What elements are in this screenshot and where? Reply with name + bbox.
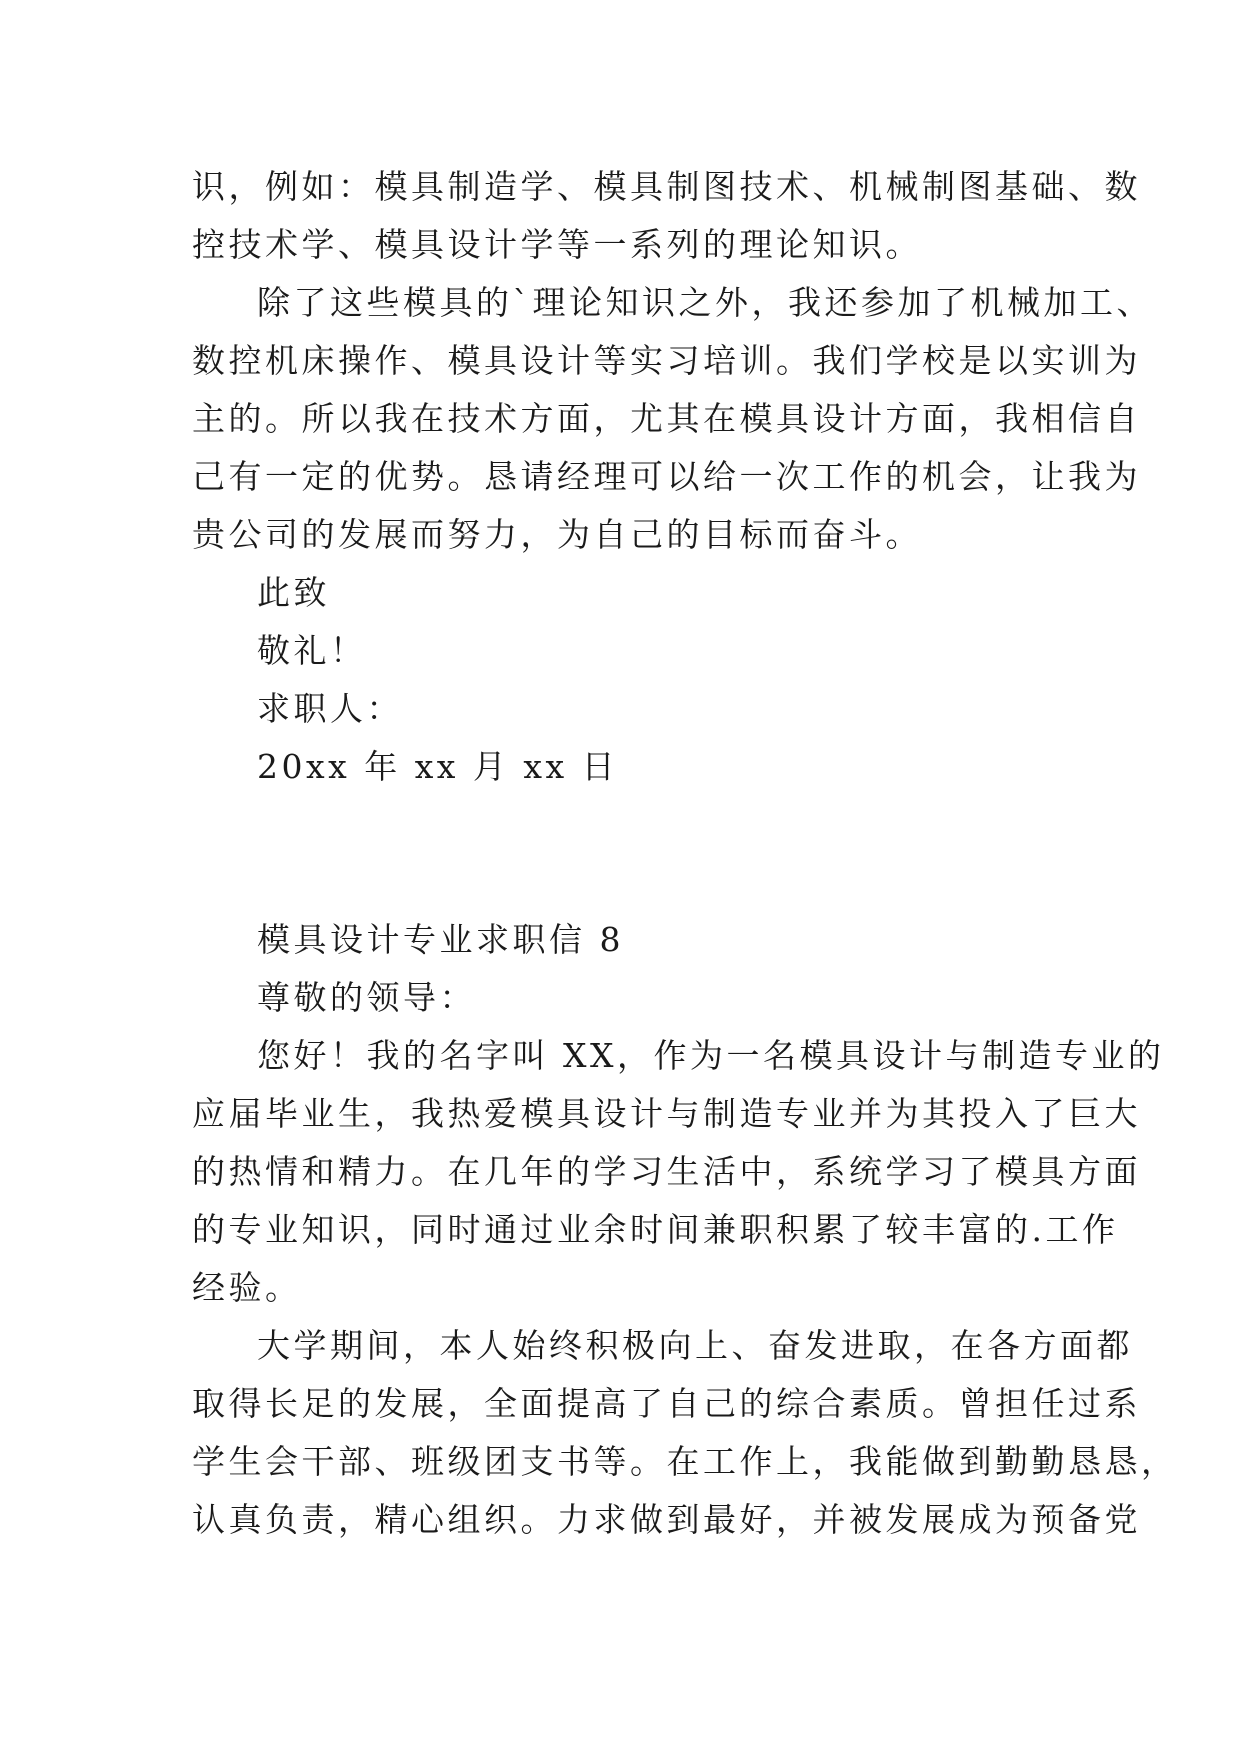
paragraph-line: 的专业知识，同时通过业余时间兼职积累了较丰富的.工作 xyxy=(192,1210,1119,1249)
paragraph-line: 数控机床操作、模具设计等实习培训。我们学校是以实训为 xyxy=(192,341,1141,380)
paragraph-line: 认真负责，精心组织。力求做到最好，并被发展成为预备党 xyxy=(192,1500,1141,1539)
paragraph-line: 大学期间，本人始终积极向上、奋发进取，在各方面都 xyxy=(257,1326,1133,1365)
paragraph-line: 贵公司的发展而努力，为自己的目标而奋斗。 xyxy=(192,515,922,554)
paragraph-line: 除了这些模具的`理论知识之外，我还参加了机械加工、 xyxy=(257,283,1153,322)
paragraph-line: 控技术学、模具设计学等一系列的理论知识。 xyxy=(192,225,922,264)
paragraph-line: 识，例如：模具制造学、模具制图技术、机械制图基础、数 xyxy=(192,167,1141,206)
paragraph-line: 学生会干部、班级团支书等。在工作上，我能做到勤勤恳恳， xyxy=(192,1442,1178,1481)
greeting: 尊敬的领导： xyxy=(257,978,476,1017)
paragraph-line: 的热情和精力。在几年的学习生活中，系统学习了模具方面 xyxy=(192,1152,1141,1191)
closing-regards: 敬礼！ xyxy=(257,631,367,670)
paragraph-line: 主的。所以我在技术方面，尤其在模具设计方面，我相信自 xyxy=(192,399,1141,438)
closing-salutation: 此致 xyxy=(257,573,330,612)
section-title: 模具设计专业求职信 8 xyxy=(257,920,624,959)
letter-date: 20xx 年 xx 月 xx 日 xyxy=(257,747,619,786)
applicant-signature: 求职人： xyxy=(257,689,403,728)
paragraph-line: 经验。 xyxy=(192,1268,302,1307)
paragraph-line: 您好！我的名字叫 XX，作为一名模具设计与制造专业的 xyxy=(257,1036,1165,1075)
paragraph-line: 应届毕业生，我热爱模具设计与制造专业并为其投入了巨大 xyxy=(192,1094,1141,1133)
paragraph-line: 己有一定的优势。恳请经理可以给一次工作的机会，让我为 xyxy=(192,457,1141,496)
paragraph-line: 取得长足的发展，全面提高了自己的综合素质。曾担任过系 xyxy=(192,1384,1141,1423)
